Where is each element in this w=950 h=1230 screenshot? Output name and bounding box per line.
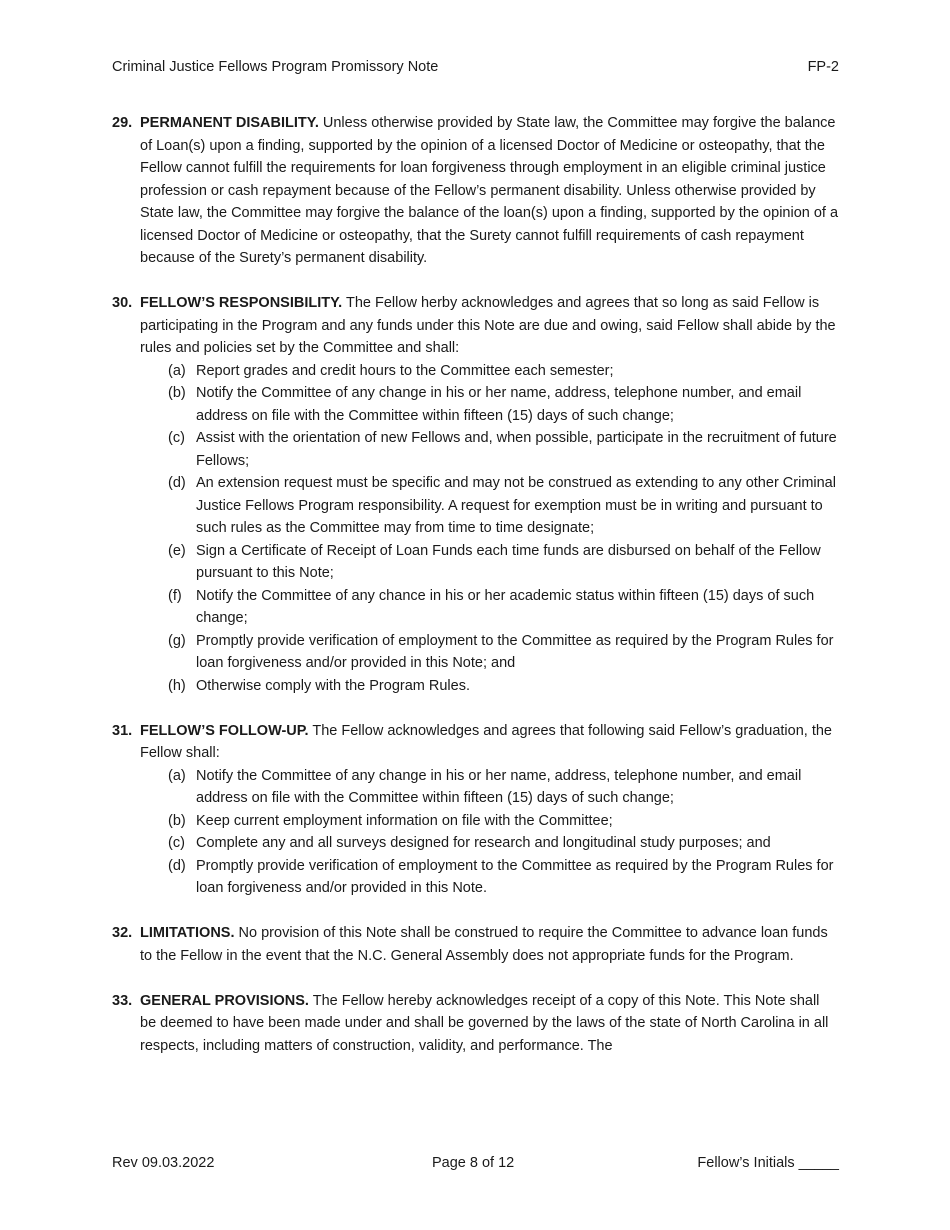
section-text: Unless otherwise provided by State law, the Committee may forgive the balance of Loan(s) upon a finding, supported by the opinion of a licensed Doctor of Medicine or osteopathy, that the Fellow cannot fulfill the requirements for loan forgiveness through employment in an eligible criminal justice profession or cash repayment because of the Fellow’s permanent disability. Unless otherwise provided by State law, the Committee may forgive the balance of the loan(s) upon a finding, supported by the opinion of a licensed Doctor of Medicine or osteopathy, that the Surety cannot fulfill requirements of cash repayment because of the Surety’s permanent disability. <box>140 115 839 266</box>
section-text: The Fellow hereby acknowledges receipt of a copy of this Note. This Note shall be deemed to have been made under and shall be governed by the laws of the state of North Carolina in all respects, including matters of construction, validity, and performance. The <box>140 992 829 1054</box>
list-item <box>140 540 839 585</box>
list-item <box>140 382 839 427</box>
fellow-initials-field[interactable]: Fellow’s Initials _____ <box>697 1155 839 1171</box>
page-footer <box>112 1153 839 1173</box>
list-item-letter: (d) <box>168 475 186 491</box>
form-id: FP-2 <box>807 59 839 75</box>
section-number: 32. <box>112 925 133 941</box>
list-item <box>140 765 839 810</box>
list-item-text: Notify the Committee of any change in his or her name, address, telephone number, and email address on file with the Committee within fifteen (15) days of such change; <box>196 385 802 424</box>
section-number: 31. <box>112 722 133 739</box>
list-item-letter: (g) <box>168 632 186 649</box>
section-number: 29. <box>112 115 133 131</box>
list-item-letter: (c) <box>168 835 185 851</box>
section-30 <box>112 292 839 697</box>
list-item-letter: (b) <box>168 385 186 401</box>
section-paragraph <box>140 112 839 270</box>
revision-date: Rev 09.03.2022 <box>112 1155 215 1171</box>
section-paragraph <box>140 990 839 1058</box>
list-item-text: Assist with the orientation of new Fellows and, when possible, participate in the recruitment of future Fellows; <box>196 430 837 469</box>
list-item-text: Report grades and credit hours to the Committee each semester; <box>196 362 614 379</box>
page-number: Page 8 of 12 <box>432 1155 515 1171</box>
list-item <box>140 855 839 900</box>
document-body <box>112 112 839 1080</box>
list-item <box>140 585 839 630</box>
list-item-letter: (e) <box>168 542 186 559</box>
section-33 <box>112 990 839 1058</box>
section-29 <box>112 112 839 270</box>
list-item <box>140 472 839 540</box>
section-title: LIMITATIONS. <box>140 925 235 941</box>
list-item-letter: (h) <box>168 677 186 694</box>
section-title: FELLOW’S RESPONSIBILITY. <box>140 295 343 311</box>
list-item-text: An extension request must be specific and may not be construed as extending to any other Criminal Justice Fellows Program responsibility. A request for exemption must be in writing and pursuant to such rules as the Committee may from time to time designate; <box>196 475 836 536</box>
section-paragraph <box>140 922 839 967</box>
section-paragraph <box>140 292 839 360</box>
section-32 <box>112 922 839 967</box>
section-title: FELLOW’S FOLLOW-UP. <box>140 722 309 739</box>
section-text: The Fellow acknowledges and agrees that following said Fellow’s graduation, the Fellow shall: <box>140 722 832 761</box>
section-31 <box>112 720 839 900</box>
list-item <box>140 630 839 675</box>
section-text: The Fellow herby acknowledges and agrees that so long as said Fellow is participating in the Program and any funds under this Note are due and owing, said Fellow shall abide by the rules and policies set by the Committee and shall: <box>140 295 836 356</box>
section-number: 30. <box>112 295 133 311</box>
section-title: GENERAL PROVISIONS. <box>140 992 309 1009</box>
list-item-text: Promptly provide verification of employment to the Committee as required by the Program Rules for loan forgiveness and/or provided in this Note. <box>196 857 834 896</box>
sub-item-list <box>140 360 839 698</box>
list-item-letter: (c) <box>168 430 185 446</box>
section-paragraph <box>140 720 839 765</box>
list-item-text: Otherwise comply with the Program Rules. <box>196 677 470 694</box>
document-title: Criminal Justice Fellows Program Promissory Note <box>112 59 439 75</box>
list-item <box>140 360 839 383</box>
list-item-letter: (a) <box>168 767 186 784</box>
list-item <box>140 810 839 833</box>
list-item-text: Notify the Committee of any chance in his or her academic status within fifteen (15) days of such change; <box>196 587 815 626</box>
list-item <box>140 675 839 698</box>
list-item-letter: (b) <box>168 812 186 829</box>
list-item-letter: (d) <box>168 857 186 874</box>
list-item <box>140 832 839 855</box>
list-item-letter: (f) <box>168 587 182 604</box>
list-item-text: Sign a Certificate of Receipt of Loan Funds each time funds are disbursed on behalf of the Fellow pursuant to this Note; <box>196 542 821 581</box>
list-item-letter: (a) <box>168 362 186 379</box>
list-item-text: Notify the Committee of any change in his or her name, address, telephone number, and email address on file with the Committee within fifteen (15) days of such change; <box>196 767 802 806</box>
sub-item-list <box>140 765 839 900</box>
section-number: 33. <box>112 992 133 1009</box>
list-item-text: Promptly provide verification of employment to the Committee as required by the Program Rules for loan forgiveness and/or provided in this Note; and <box>196 632 834 671</box>
list-item-text: Keep current employment information on file with the Committee; <box>196 812 613 829</box>
list-item <box>140 427 839 472</box>
list-item-text: Complete any and all surveys designed for research and longitudinal study purposes; and <box>196 835 771 851</box>
section-title: PERMANENT DISABILITY. <box>140 115 319 131</box>
section-text: No provision of this Note shall be construed to require the Committee to advance loan funds to the Fellow in the event that the N.C. General Assembly does not appropriate funds for the Program. <box>140 925 828 964</box>
page-header <box>112 57 839 77</box>
